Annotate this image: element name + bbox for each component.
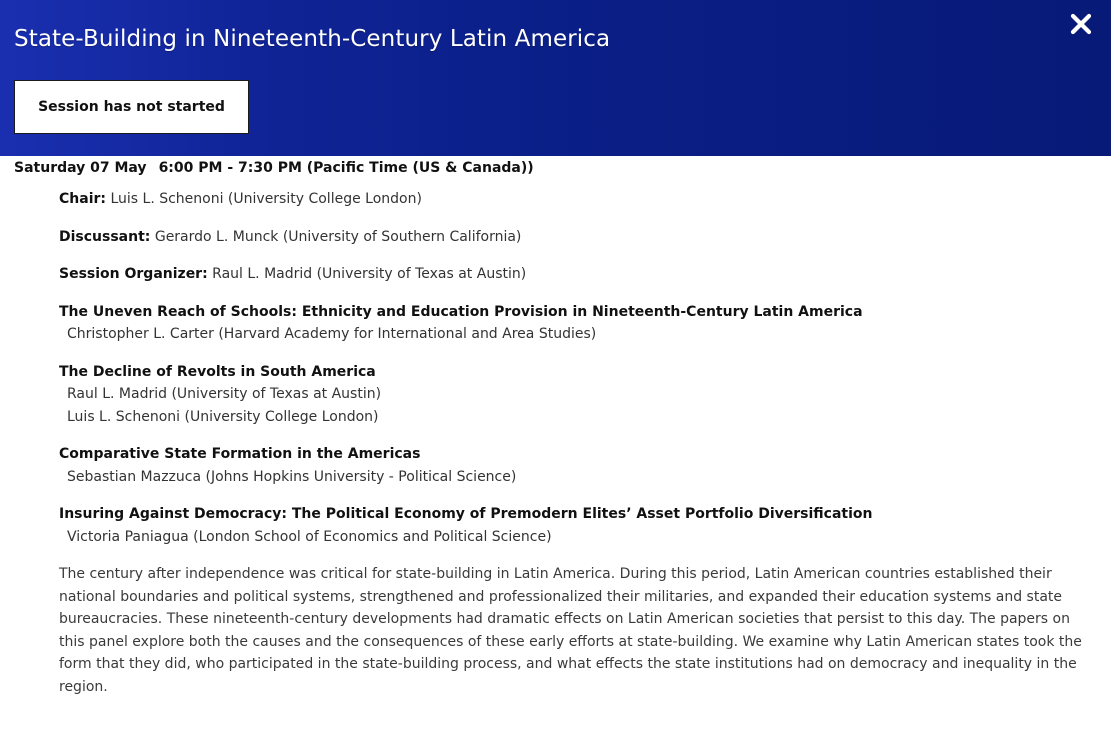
role-value: Luis L. Schenoni (University College London) [110, 191, 422, 207]
session-title: State-Building in Nineteenth-Century Latin America [14, 26, 611, 52]
session-datetime [14, 160, 534, 176]
paper-title[interactable]: The Decline of Revolts in South America [59, 363, 376, 380]
role-chair [59, 188, 1099, 211]
paper-item [59, 503, 1099, 548]
role-label: Chair: [59, 191, 106, 207]
session-header [0, 0, 1111, 156]
session-abstract: The century after independence was critical for state-building in Latin America. During this period, Latin American countries established their national boundaries and political systems, strengthened and professionalized their militaries, and expanded their education systems and state bureaucracies. These nineteenth-century developments had dramatic effects on Latin American societies that persist to this day. The papers on this panel explore both the causes and the consequences of these early efforts at state-building. We examine why Latin American states took the form that they did, who participated in the state-building process, and what effects the state institutions had on democracy and inequality in the region. [59, 566, 1082, 695]
session-date: Saturday 07 May [14, 160, 147, 176]
role-value: Raul L. Madrid (University of Texas at Austin) [212, 266, 527, 282]
session-time: 6:00 PM - 7:30 PM (Pacific Time (US & Canada)) [158, 160, 534, 176]
role-label: Session Organizer: [59, 266, 208, 282]
close-icon [1067, 10, 1095, 38]
paper-author: Luis L. Schenoni (University College London) [67, 408, 379, 425]
paper-title[interactable]: Comparative State Formation in the Americas [59, 446, 421, 462]
role-session-organizer [59, 263, 1099, 286]
role-label: Discussant: [59, 228, 151, 245]
paper-title[interactable]: The Uneven Reach of Schools: Ethnicity and Education Provision in Nineteenth-Century Latin America [59, 303, 863, 320]
role-value: Gerardo L. Munck (University of Southern California) [154, 228, 522, 245]
paper-author: Sebastian Mazzuca (Johns Hopkins University - Political Science) [67, 468, 517, 485]
paper-item [59, 361, 1099, 429]
paper-author: Christopher L. Carter (Harvard Academy for International and Area Studies) [67, 326, 597, 342]
paper-item [59, 443, 1099, 488]
paper-author: Victoria Paniagua (London School of Economics and Political Science) [67, 528, 552, 545]
paper-title[interactable]: Insuring Against Democracy: The Political Economy of Premodern Elites’ Asset Portfolio Diversification [59, 506, 873, 522]
session-body [59, 188, 1099, 698]
session-status-badge: Session has not started [14, 80, 249, 134]
paper-item [59, 301, 1099, 346]
role-discussant [59, 226, 1099, 249]
paper-author: Raul L. Madrid (University of Texas at Austin) [67, 386, 382, 402]
close-button[interactable] [1067, 10, 1095, 38]
